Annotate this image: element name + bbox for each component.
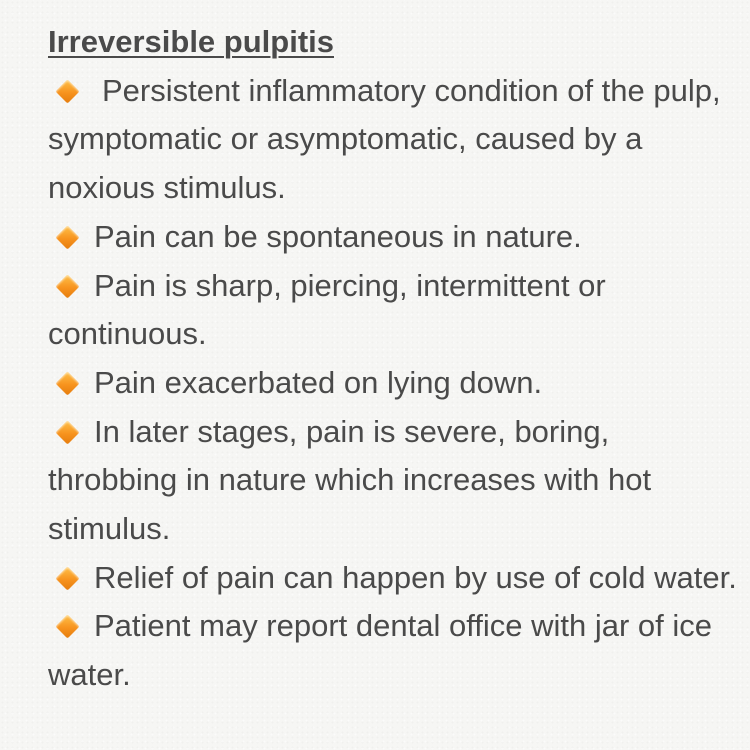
bullet-text: Patient may report dental office with jar of ice water. xyxy=(48,608,713,693)
bullet-text: Persistent inflammatory condition of the pulp, symptomatic or asymptomatic, caused by a noxious stimulus. xyxy=(48,72,721,206)
orange-diamond-icon xyxy=(56,372,80,396)
bullet-point xyxy=(48,554,738,603)
bullet-point xyxy=(48,408,738,554)
note-title: Irreversible pulpitis xyxy=(48,24,334,59)
bullet-point xyxy=(48,67,738,213)
bullet-text: Relief of pain can happen by use of cold water. xyxy=(94,559,737,595)
bullet-point xyxy=(48,213,738,262)
bullet-point xyxy=(48,359,738,408)
note-content xyxy=(48,18,738,700)
bullet-text: Pain exacerbated on lying down. xyxy=(94,364,543,400)
orange-diamond-icon xyxy=(56,226,80,250)
bullet-point xyxy=(48,602,738,699)
bullet-text: Pain can be spontaneous in nature. xyxy=(94,218,582,254)
bullet-text: Pain is sharp, piercing, intermittent or continuous. xyxy=(48,267,606,352)
bullet-text: In later stages, pain is severe, boring, throbbing in nature which increases with hot stimulus. xyxy=(48,413,652,547)
orange-diamond-icon xyxy=(56,567,80,591)
orange-diamond-icon xyxy=(56,275,80,299)
bullet-point xyxy=(48,262,738,359)
orange-diamond-icon xyxy=(56,80,80,104)
orange-diamond-icon xyxy=(56,421,80,445)
orange-diamond-icon xyxy=(56,615,80,639)
